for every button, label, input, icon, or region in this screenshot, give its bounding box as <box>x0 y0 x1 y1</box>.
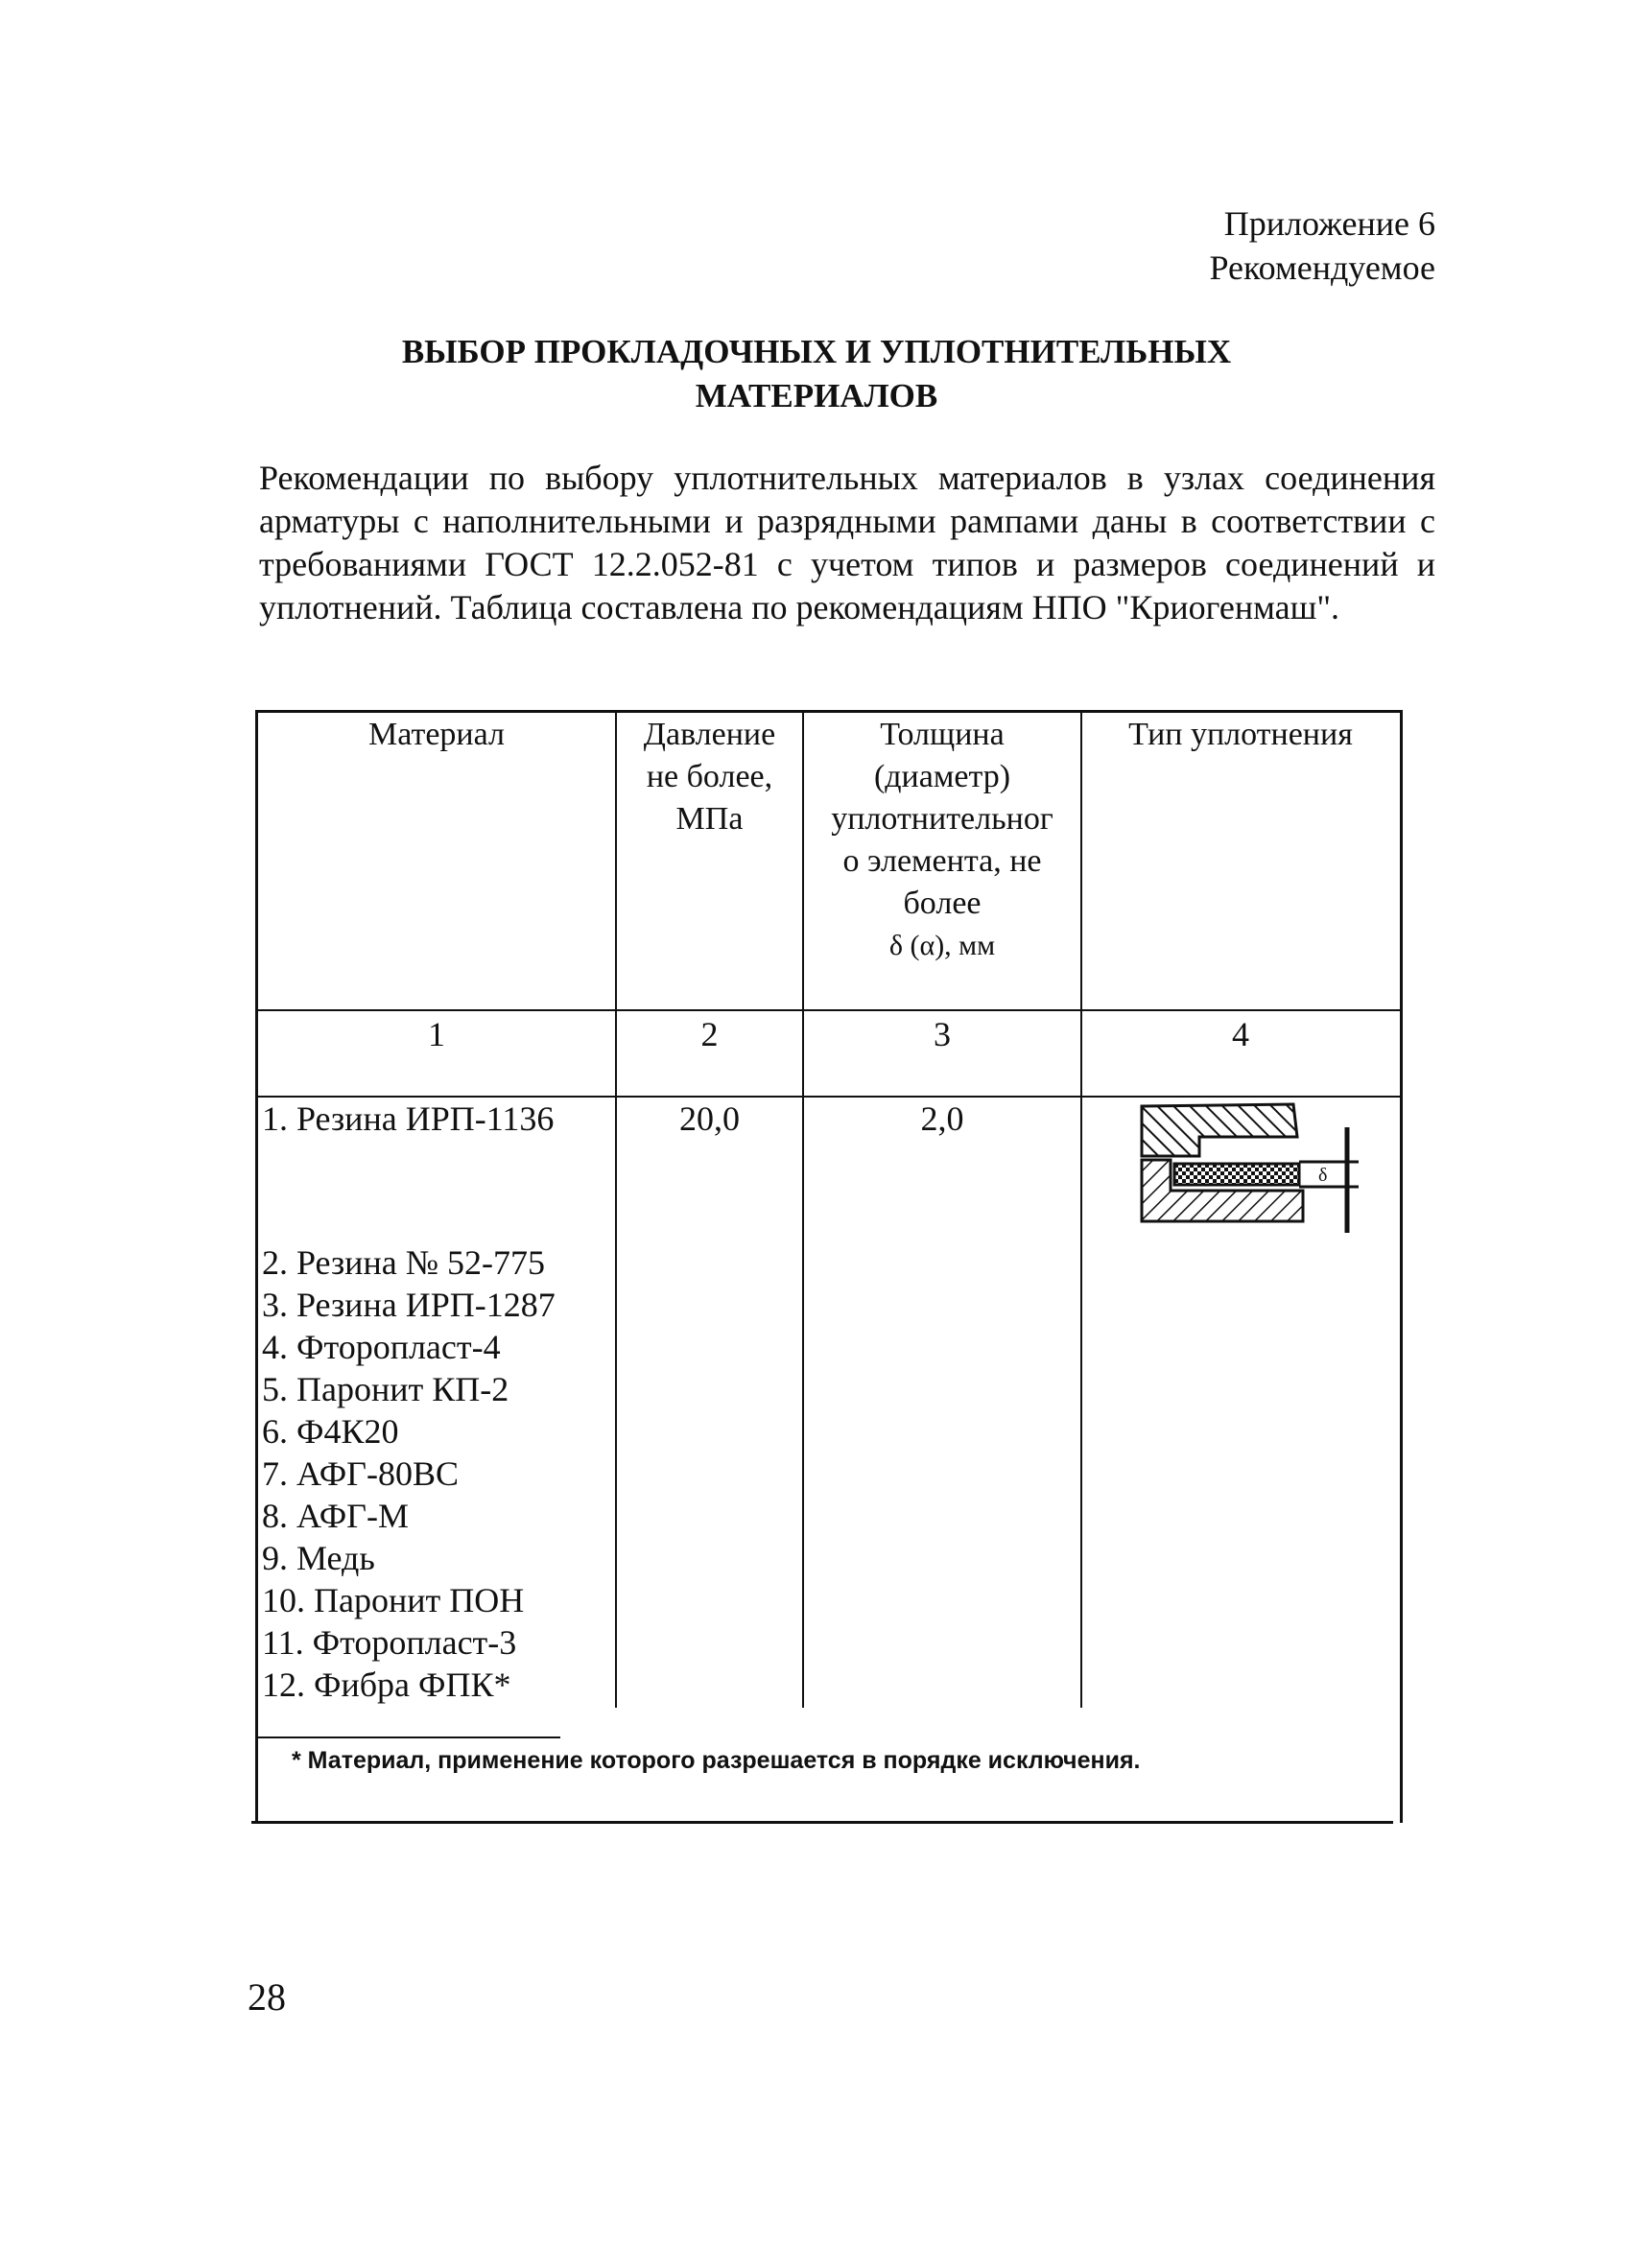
header-pressure <box>617 714 802 840</box>
page-number: 28 <box>248 1975 286 2019</box>
header-pressure-line-1: Давление <box>643 717 776 752</box>
material-item: 4. Фторопласт-4 <box>262 1328 501 1366</box>
header-thickness-line-1: Толщина <box>880 717 1005 752</box>
header-bottom-border <box>257 1009 1403 1011</box>
table-bottom-border <box>251 1821 1393 1824</box>
annex-status: Рекомендуемое <box>1209 248 1435 287</box>
material-item: 2. Резина № 52-775 <box>262 1243 546 1282</box>
material-item: 8. АФГ-М <box>262 1497 409 1535</box>
annex-number: Приложение 6 <box>1223 204 1435 243</box>
title-line-1: ВЫБОР ПРОКЛАДОЧНЫХ И УПЛОТНИТЕЛЬНЫХ <box>401 333 1232 370</box>
column-number-2: 2 <box>700 1015 719 1053</box>
column-number-3: 3 <box>934 1015 951 1053</box>
material-item: 7. АФГ-80ВС <box>262 1454 459 1493</box>
header-seal-type: Тип уплотнения <box>1128 717 1353 752</box>
material-item: 11. Фторопласт-3 <box>262 1623 517 1662</box>
material-item: 1. Резина ИРП-1136 <box>262 1099 555 1138</box>
column-number-4: 4 <box>1232 1015 1249 1053</box>
header-thickness-line-3: уплотнительног <box>831 801 1053 837</box>
header-thickness-line-4: о элемента, не <box>842 843 1042 879</box>
thickness-value: 2,0 <box>920 1099 964 1138</box>
table-footnote: * Материал, применение которого разрешается в порядке исключения. <box>292 1747 1141 1774</box>
material-item: 9. Медь <box>262 1539 375 1577</box>
seal-dimension-label: δ <box>1318 1165 1328 1186</box>
intro-paragraph: Рекомендации по выбору уплотнительных материалов в узлах соединения арматуры с наполнительными и разрядными рампами даны в соответствии с требованиями ГОСТ 12.2.052-81 с учетом типов и размеров соединений и уплотнений. Таблица составлена по рекомендациям НПО "Криогенмаш". <box>259 459 1435 626</box>
pressure-value: 20,0 <box>679 1099 740 1138</box>
col-divider-3 <box>1080 710 1082 1708</box>
material-item: 6. Ф4К20 <box>262 1412 399 1451</box>
header-thickness <box>804 714 1080 967</box>
header-material: Материал <box>368 717 505 752</box>
material-item: 10. Паронит ПОН <box>262 1581 525 1619</box>
header-thickness-line-6: δ (α), мм <box>888 930 996 961</box>
col-divider-1 <box>615 710 617 1708</box>
header-pressure-line-3: МПа <box>675 801 744 837</box>
table-right-border <box>1400 710 1403 1823</box>
column-number-1: 1 <box>428 1015 445 1053</box>
material-item: 3. Резина ИРП-1287 <box>262 1286 556 1324</box>
material-item: 12. Фибра ФПК* <box>262 1666 511 1704</box>
seal-diagram-icon <box>1132 1099 1362 1252</box>
header-thickness-line-2: (диаметр) <box>873 759 1011 794</box>
material-item: 5. Паронит КП-2 <box>262 1370 509 1408</box>
header-thickness-line-5: более <box>903 886 982 921</box>
footnote-rule <box>255 1736 560 1738</box>
table-top-border <box>257 710 1403 713</box>
title-line-2: МАТЕРИАЛОВ <box>695 377 938 414</box>
header-pressure-line-2: не более, <box>646 759 773 794</box>
table-left-border <box>255 710 258 1823</box>
